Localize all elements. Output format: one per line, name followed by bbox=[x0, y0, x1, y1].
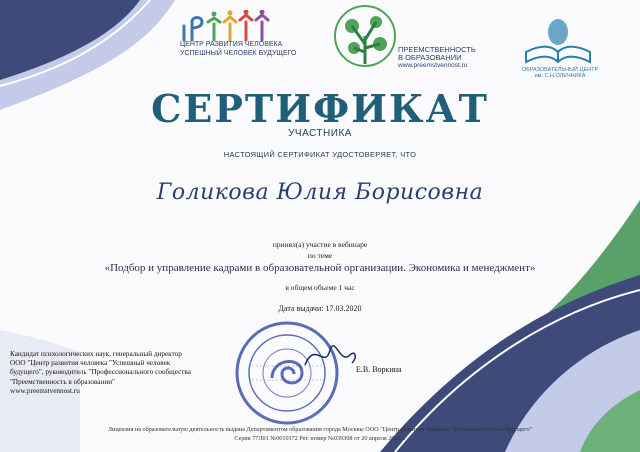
signer-line: www.preemstvennost.ru bbox=[10, 386, 80, 395]
right-logo-line1: ОБРАЗОВАТЕЛЬНЫЙ ЦЕНТР bbox=[521, 67, 599, 73]
license-line: Лицензия на образовательную деятельность выдана Департаментом образования города Москвы ООО "Центр развития человека "Успешный человек будущего" bbox=[107, 426, 533, 433]
signer-line: будущего", руководитель "Профессионального сообщества bbox=[10, 368, 191, 377]
middle-logo-url: www.preemstvennost.ru bbox=[398, 62, 468, 69]
signer-line: Кандидат психологических наук, генеральный директор bbox=[10, 350, 182, 358]
recipient-name: Голикова Юлия Борисовна bbox=[156, 180, 484, 205]
middle-logo-line1: ПРЕЕМСТВЕННОСТЬ bbox=[398, 45, 476, 54]
certificate-subtitle: УЧАСТНИКА bbox=[288, 128, 352, 139]
left-logo-text bbox=[180, 40, 320, 58]
license-line: Серия 77Л01 №0010172 Рег. номер №039308 от 20 апреля 2018 г. bbox=[234, 435, 406, 442]
signature-icon bbox=[300, 335, 360, 375]
topic-label: по теме bbox=[307, 251, 333, 260]
middle-logo-line2: В ОБРАЗОВАНИИ bbox=[398, 53, 462, 62]
left-logo-line2: УСПЕШНЫЙ ЧЕЛОВЕК БУДУЩЕГО bbox=[180, 50, 297, 57]
course-title: «Подбор и управление кадрами в образовательной организации. Экономика и менеджмент» bbox=[104, 262, 536, 274]
confirm-text: НАСТОЯЩИЙ СЕРТИФИКАТ УДОСТОВЕРЯЕТ, ЧТО bbox=[223, 150, 417, 159]
tree-logo-icon bbox=[330, 4, 400, 74]
left-logo-line1: ЦЕНТР РАЗВИТИЯ ЧЕЛОВЕКА bbox=[180, 41, 283, 48]
right-logo-line2: им. С.Н.ОЛЕЧНИКА bbox=[534, 73, 586, 79]
volume-text: в общем объеме 1 час bbox=[285, 283, 355, 292]
people-logo-icon bbox=[178, 10, 298, 42]
signer-line: "Преемственность в образовании" bbox=[10, 377, 115, 386]
issue-date: Дата выдачи: 17.03.2020 bbox=[278, 304, 362, 313]
signature-name: Е.В. Воркина bbox=[356, 365, 402, 374]
middle-logo-text bbox=[398, 46, 518, 70]
participated-text: принял(а) участие в вебинаре bbox=[272, 240, 368, 249]
certificate-title: СЕРТИФИКАТ bbox=[151, 86, 489, 131]
license-info bbox=[0, 425, 640, 443]
right-logo-text bbox=[505, 67, 615, 79]
book-portrait-logo-icon bbox=[522, 16, 594, 66]
signer-credentials bbox=[10, 350, 230, 396]
signer-line: ООО "Центр развития человека "Успешный человек bbox=[10, 359, 171, 368]
